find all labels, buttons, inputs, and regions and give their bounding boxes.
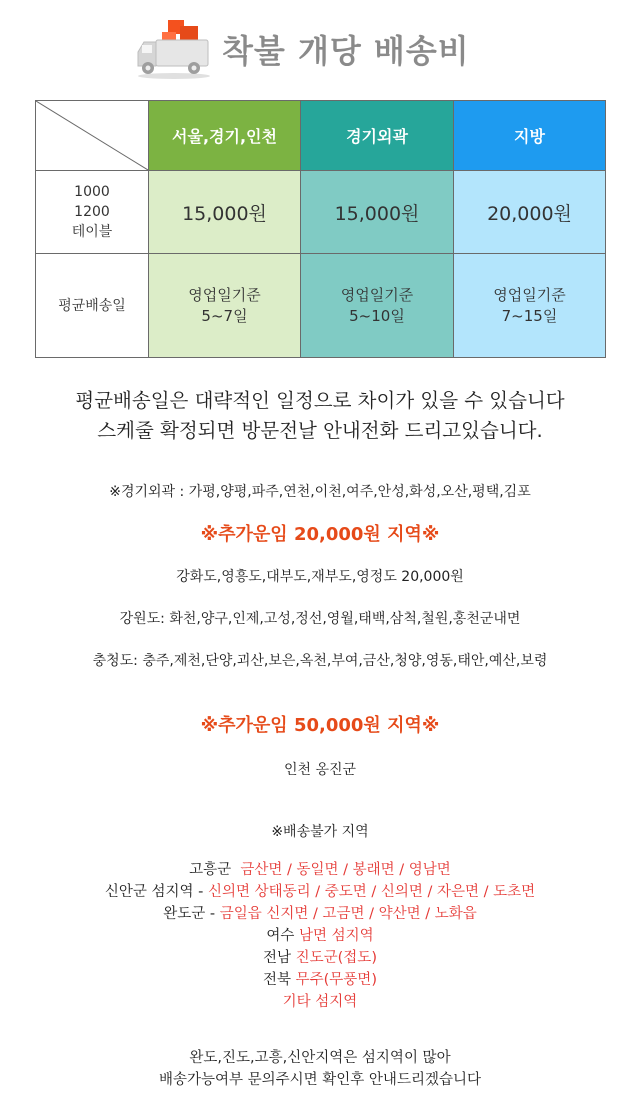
corner-cell xyxy=(36,101,149,171)
surcharge-20000-chungcheong: 충청도: 충주,제천,단양,괴산,보은,옥천,부여,금산,청양,영동,태안,예산,보령 xyxy=(92,653,548,669)
diagonal-line-icon xyxy=(36,101,148,170)
days-outskirts: 영업일기준 5~10일 xyxy=(301,254,454,358)
list-item: 완도군 - 금일읍 신지면 / 고금면 / 약산면 / 노화읍 xyxy=(163,906,477,922)
list-item: 전남 진도군(접도) xyxy=(263,950,377,966)
list-item: 전북 무주(무풍면) xyxy=(263,972,377,988)
page-title: 착불 개당 배송비 xyxy=(222,32,470,70)
price-provinces: 20,000원 xyxy=(454,171,606,254)
column-header-provinces: 지방 xyxy=(454,101,606,171)
price-outskirts: 15,000원 xyxy=(301,171,454,254)
row-label-table-size: 1000 1200 테이블 xyxy=(36,171,149,254)
column-header-outskirts: 경기외곽 xyxy=(301,101,454,171)
outskirts-list: ※경기외곽 : 가평,양평,파주,연천,이천,여주,안성,화성,오산,평택,김포 xyxy=(109,484,531,500)
surcharge-50000-heading: ※추가운임 50,000원 지역※ xyxy=(200,715,440,736)
delivery-truck-icon xyxy=(134,18,212,80)
row-label-avg-delivery: 평균배송일 xyxy=(36,254,149,358)
list-item: 여수 남면 섬지역 xyxy=(266,928,374,944)
days-provinces: 영업일기준 7~15일 xyxy=(454,254,606,358)
price-seoul: 15,000원 xyxy=(149,171,301,254)
rates-table xyxy=(35,100,606,358)
surcharge-20000-islands: 강화도,영흥도,대부도,재부도,영정도 20,000원 xyxy=(176,569,464,585)
list-item: 신안군 섬지역 - 신의면 상태동리 / 중도면 / 신의면 / 자은면 / 도초면 xyxy=(104,884,536,900)
list-item: 기타 섬지역 xyxy=(282,994,358,1010)
footer-note: 완도,진도,고흥,신안지역은 섬지역이 많아 배송가능여부 문의주시면 확인후 안내드리겠습니다 xyxy=(159,1050,481,1088)
table-row xyxy=(36,171,606,254)
days-seoul: 영업일기준 5~7일 xyxy=(149,254,301,358)
table-header-row xyxy=(36,101,606,171)
surcharge-50000-region: 인천 옹진군 xyxy=(283,762,357,778)
no-delivery-heading: ※배송불가 지역 xyxy=(271,824,369,840)
column-header-seoul: 서울,경기,인천 xyxy=(149,101,301,171)
table-row xyxy=(36,254,606,358)
delivery-note: 평균배송일은 대략적인 일정으로 차이가 있을 수 있습니다 스케줄 확정되면 방문전날 안내전화 드리고있습니다. xyxy=(75,389,565,442)
list-item: 고흥군 금산면 / 동일면 / 봉래면 / 영남면 xyxy=(189,862,451,878)
surcharge-20000-heading: ※추가운임 20,000원 지역※ xyxy=(200,524,440,545)
surcharge-20000-gangwon: 강원도: 화천,양구,인제,고성,정선,영월,태백,삼척,철원,홍천군내면 xyxy=(119,611,521,627)
no-delivery-list xyxy=(0,859,640,1013)
page-header xyxy=(0,14,640,84)
